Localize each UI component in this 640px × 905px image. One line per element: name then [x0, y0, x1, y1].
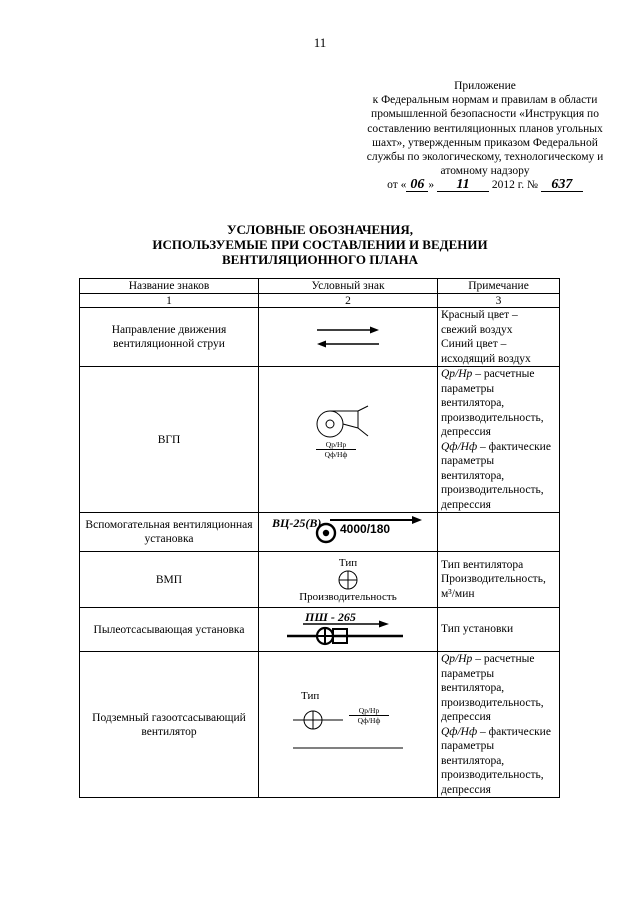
- heading-line-2: ИСПОЛЬЗУЕМЫЕ ПРИ СОСТАВЛЕНИИ И ВЕДЕНИИ: [152, 237, 488, 252]
- appendix-title: Приложение: [454, 80, 516, 92]
- row-note: [438, 513, 560, 552]
- date-prefix: от «: [387, 179, 407, 192]
- document-heading: [110, 222, 530, 267]
- date-mid: »: [428, 179, 435, 192]
- column-number-row: [80, 294, 560, 308]
- appendix-block: [355, 79, 615, 193]
- design-params-label: Qр/Hр: [349, 706, 389, 716]
- handwritten-order-number: 637: [541, 178, 583, 192]
- aux-unit-value: 4000/180: [340, 522, 391, 536]
- table-row: [80, 367, 560, 513]
- row-name: Вспомогательная вентиляционная установка: [80, 513, 259, 552]
- table-row: [80, 513, 560, 552]
- symbols-table: [79, 278, 560, 798]
- row-note: [438, 552, 560, 608]
- table-row: [80, 308, 560, 367]
- row-note: [438, 652, 560, 798]
- heading-line-1: УСЛОВНЫЕ ОБОЗНАЧЕНИЯ,: [226, 222, 414, 237]
- row-name: Подземный газоотсасывающий вентилятор: [80, 652, 259, 798]
- actual-params-label: Qф/Hф: [357, 715, 381, 725]
- aux-unit-sign: [259, 513, 438, 552]
- handwritten-day: 06: [406, 178, 428, 192]
- row-name: Пылеотсасывающая установка: [80, 608, 259, 652]
- appendix-date-line: [355, 178, 615, 192]
- dust-unit-icon: [283, 611, 413, 649]
- dust-unit-sign: [259, 608, 438, 652]
- dust-unit-code: ПШ - 265: [305, 609, 356, 624]
- table-row: [80, 552, 560, 608]
- header-row: [80, 279, 560, 294]
- col-number-1: 1: [80, 294, 259, 308]
- actual-params-text: – фактические параметры вентилятора, производительность, депрессия: [441, 440, 551, 511]
- col-number-3: 3: [438, 294, 560, 308]
- row-name: ВГП: [80, 367, 259, 513]
- note-line: Синий цвет – исходящий воздух: [441, 338, 531, 365]
- note-line: Производительность, м³/мин: [441, 573, 546, 600]
- header-note: Примечание: [438, 279, 560, 294]
- symbols-table-wrapper: [79, 278, 560, 798]
- actual-params-text: – фактические параметры вентилятора, производительность, депрессия: [441, 725, 551, 796]
- row-note: Тип установки: [438, 608, 560, 652]
- date-year: 2012 г. №: [491, 179, 538, 192]
- airflow-arrows-icon: [313, 320, 383, 354]
- col-number-2: 2: [259, 294, 438, 308]
- row-name: ВМП: [80, 552, 259, 608]
- vgp-sign: [259, 367, 438, 513]
- design-params-symbol: Qр/Hр: [441, 368, 473, 380]
- row-name: Направление движения вентиляционной струи: [80, 308, 259, 367]
- gas-fan-type-label: Тип: [301, 689, 320, 702]
- note-line: Красный цвет – свежий воздух: [441, 309, 518, 336]
- aux-unit-code: ВЦ-25(В): [272, 516, 322, 530]
- design-params-text: – расчетные параметры вентилятора, производительность, депрессия: [441, 368, 544, 438]
- local-fan-icon: [336, 569, 360, 591]
- vmp-capacity-label: Производительность: [299, 590, 397, 603]
- vmp-sign: [259, 552, 438, 608]
- design-params-text: – расчетные параметры вентилятора, производительность, депрессия: [441, 653, 544, 723]
- handwritten-month: 11: [437, 178, 489, 192]
- heading-line-3: ВЕНТИЛЯЦИОННОГО ПЛАНА: [222, 252, 418, 267]
- header-sign: Условный знак: [259, 279, 438, 294]
- design-params-label: Qр/Hр: [316, 440, 356, 450]
- gas-fan-sign: [259, 652, 438, 798]
- page-number: 11: [313, 35, 327, 50]
- vmp-type-label: Тип: [338, 556, 358, 569]
- actual-params-symbol: Qф/Hф: [441, 440, 478, 453]
- table-row: [80, 608, 560, 652]
- design-params-symbol: Qр/Hр: [441, 653, 473, 665]
- header-name: Название знаков: [80, 279, 259, 294]
- table-row: [80, 652, 560, 798]
- appendix-text: к Федеральным нормам и правилам в области промышленной безопасности «Инструкция по составлению вентиляционных планов угольных шахт», утвержденным приказом Федеральной службы по экологическому, технологическому и атомному надзору: [366, 94, 604, 178]
- actual-params-label: Qф/Hф: [324, 449, 348, 459]
- gas-suction-fan-icon: [293, 690, 403, 760]
- airflow-arrows-sign: [259, 308, 438, 367]
- note-line: Тип вентилятора: [441, 558, 524, 571]
- actual-params-symbol: Qф/Hф: [441, 725, 478, 738]
- row-note: [438, 367, 560, 513]
- row-note: [438, 308, 560, 367]
